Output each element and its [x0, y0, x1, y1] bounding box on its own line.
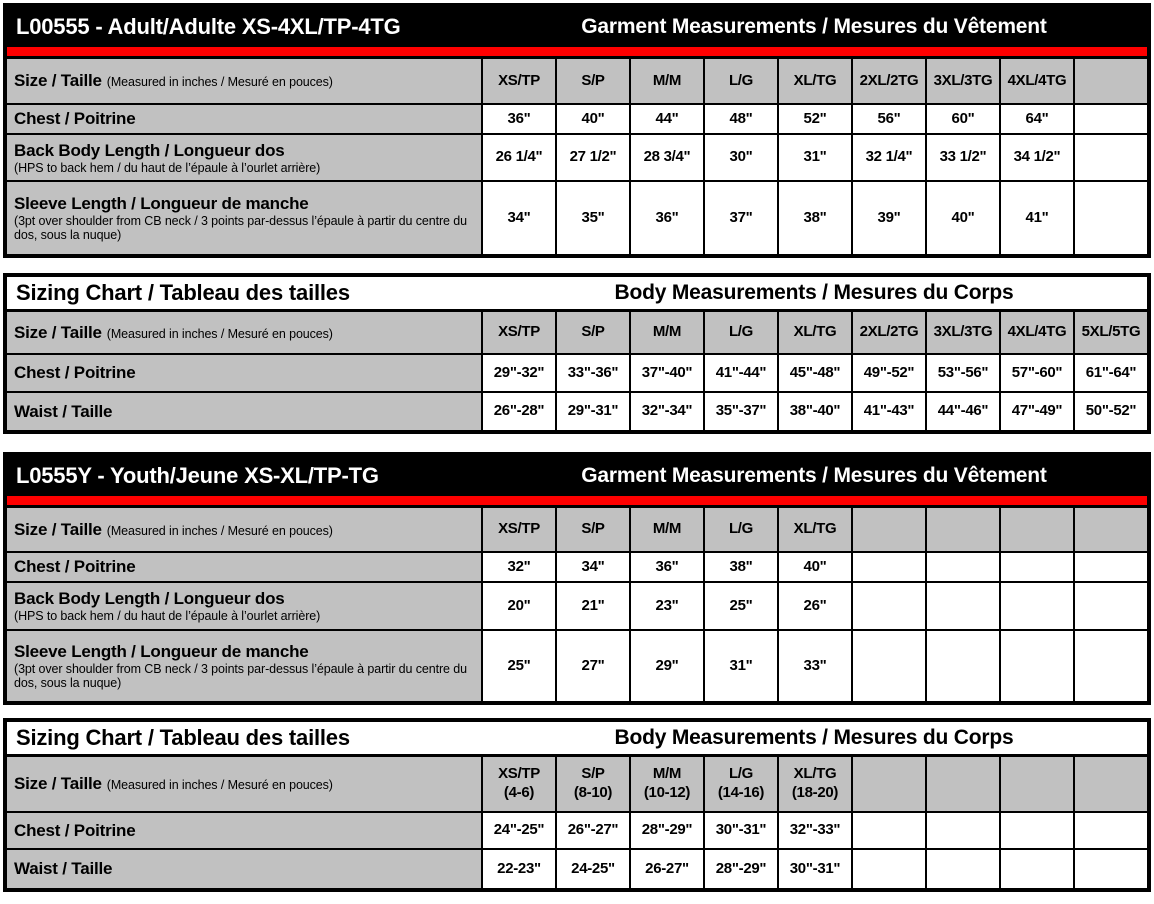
measurement-cell: 20" — [481, 583, 555, 629]
size-column-label: 2XL/2TG — [859, 71, 919, 89]
measurement-cell: 28"-29" — [629, 813, 703, 848]
size-row-label — [7, 757, 481, 811]
size-unit-note: (Measured in inches / Mesuré en pouces) — [106, 778, 333, 792]
size-column-header — [555, 59, 629, 103]
section-header — [7, 7, 1147, 47]
measurement-row — [7, 813, 1147, 850]
measurement-cell: 41" — [999, 182, 1073, 254]
measurement-cell: 45"-48" — [777, 355, 851, 391]
size-column-header — [777, 59, 851, 103]
measurement-cell — [925, 583, 999, 629]
measurement-cell — [999, 553, 1073, 581]
size-column-label: M/M — [652, 520, 682, 538]
size-column-header — [1073, 59, 1147, 103]
row-label-text: Chest / Poitrine — [14, 557, 136, 576]
size-column-label: 4XL/4TG — [1007, 323, 1067, 341]
measurement-cell: 61"-64" — [1073, 355, 1147, 391]
size-column-label: 5XL/5TG — [1081, 323, 1141, 341]
section-header — [7, 456, 1147, 496]
measurement-cell: 30" — [703, 135, 777, 180]
size-column-header — [629, 59, 703, 103]
size-unit-note: (Measured in inches / Mesuré en pouces) — [106, 326, 333, 341]
measurement-cell: 29"-31" — [555, 393, 629, 430]
size-label: Size / Taille — [14, 519, 102, 539]
size-column-header — [629, 508, 703, 551]
measurement-cell: 34 1/2" — [999, 135, 1073, 180]
size-row-label-text — [14, 520, 475, 540]
row-label — [7, 631, 481, 701]
measurement-cell: 24-25" — [555, 850, 629, 888]
row-label-note: (HPS to back hem / du haut de l’épaule à l’ourlet arrière) — [14, 609, 321, 623]
size-column-label: S/P — [581, 71, 605, 89]
measurement-cell: 27 1/2" — [555, 135, 629, 180]
sizing-chart-document — [3, 3, 1151, 892]
size-column-label: L/G — [728, 71, 754, 89]
measurement-row — [7, 105, 1147, 135]
measurement-table — [7, 312, 1147, 430]
row-label-text: Chest / Poitrine — [14, 820, 136, 840]
size-row-label — [7, 312, 481, 353]
measurement-cell — [1073, 631, 1147, 701]
measurement-row — [7, 850, 1147, 888]
row-label — [7, 105, 481, 133]
size-column-label: M/M — [652, 71, 682, 89]
measurement-cell: 22-23" — [481, 850, 555, 888]
size-column-label: L/G — [728, 765, 754, 783]
size-column-label: XS/TP — [498, 765, 540, 783]
measurement-row — [7, 182, 1147, 254]
measurement-cell: 32"-34" — [629, 393, 703, 430]
size-column-sublabel: (14-16) — [717, 784, 765, 801]
size-row-label-text — [14, 71, 475, 91]
size-label: Size / Taille — [14, 774, 102, 793]
size-column-header — [555, 312, 629, 353]
measurement-cell — [1073, 583, 1147, 629]
measurement-cell: 26" — [777, 583, 851, 629]
measurement-cell: 26 1/4" — [481, 135, 555, 180]
size-column-sublabel: (10-12) — [643, 784, 691, 801]
measurement-cell: 26"-28" — [481, 393, 555, 430]
size-column-label: M/M — [652, 323, 682, 341]
measurement-cell: 38" — [777, 182, 851, 254]
measurement-cell — [1073, 135, 1147, 180]
size-column-header — [703, 59, 777, 103]
row-label-text: Waist / Taille — [14, 401, 113, 421]
measurement-cell: 36" — [629, 182, 703, 254]
size-column-label: XL/TG — [793, 71, 837, 89]
size-header-row — [7, 59, 1147, 105]
size-row-label — [7, 508, 481, 551]
measurement-cell: 32" — [481, 553, 555, 581]
size-column-header — [1073, 508, 1147, 551]
measurement-cell: 32 1/4" — [851, 135, 925, 180]
size-row-label — [7, 59, 481, 103]
size-column-header — [703, 757, 777, 811]
measurement-cell: 40" — [925, 182, 999, 254]
measurement-cell: 48" — [703, 105, 777, 133]
measurement-cell: 39" — [851, 182, 925, 254]
measurement-cell — [925, 850, 999, 888]
row-label — [7, 850, 481, 888]
size-column-label: XL/TG — [793, 323, 837, 341]
size-column-label: M/M — [652, 765, 682, 783]
measurement-cell — [851, 813, 925, 848]
size-column-label: XL/TG — [793, 765, 837, 783]
size-column-header — [777, 312, 851, 353]
size-column-label: XS/TP — [498, 323, 540, 341]
measurement-row — [7, 135, 1147, 182]
measurement-cell: 31" — [777, 135, 851, 180]
size-column-label: S/P — [581, 323, 605, 341]
size-column-label: XS/TP — [498, 71, 540, 89]
size-column-header — [999, 508, 1073, 551]
measurement-cell — [999, 631, 1073, 701]
size-column-header — [1073, 312, 1147, 353]
size-column-header — [629, 757, 703, 811]
section-title: L0555Y - Youth/Jeune XS-XL/TP-TG — [16, 463, 379, 488]
size-row-label-text — [14, 323, 475, 343]
size-column-label: S/P — [581, 520, 605, 538]
size-label: Size / Taille — [14, 322, 102, 342]
measurement-cell: 52" — [777, 105, 851, 133]
size-column-label: XS/TP — [498, 520, 540, 538]
size-column-label: 3XL/3TG — [933, 323, 993, 341]
youth-body-section — [3, 718, 1151, 892]
row-label-text: Chest / Poitrine — [14, 363, 136, 382]
measurement-cell: 25" — [703, 583, 777, 629]
row-label — [7, 553, 481, 581]
measurement-row — [7, 393, 1147, 430]
measurement-cell: 34" — [555, 553, 629, 581]
size-column-header — [925, 757, 999, 811]
row-label — [7, 583, 481, 629]
row-label — [7, 182, 481, 254]
measurement-cell — [1073, 182, 1147, 254]
row-label-text: Waist / Taille — [14, 859, 113, 878]
measurement-cell: 36" — [629, 553, 703, 581]
size-column-header — [851, 312, 925, 353]
size-column-sublabel: (18-20) — [791, 784, 839, 801]
measurement-cell: 24"-25" — [481, 813, 555, 848]
size-column-header — [703, 508, 777, 551]
adult-body-section — [3, 273, 1151, 434]
measurement-cell: 41"-44" — [703, 355, 777, 391]
measurement-table — [7, 508, 1147, 701]
measurement-cell: 28 3/4" — [629, 135, 703, 180]
row-label-text: Back Body Length / Longueur dos — [14, 140, 285, 160]
size-column-header — [481, 508, 555, 551]
red-accent-bar — [7, 47, 1147, 59]
measurement-cell — [1073, 813, 1147, 848]
measurement-cell: 44" — [629, 105, 703, 133]
measurement-cell — [925, 813, 999, 848]
size-header-row — [7, 508, 1147, 553]
measurement-cell: 49"-52" — [851, 355, 925, 391]
measurement-cell: 31" — [703, 631, 777, 701]
measurement-cell: 60" — [925, 105, 999, 133]
measurement-cell — [999, 813, 1073, 848]
size-unit-note: (Measured in inches / Mesuré en pouces) — [106, 75, 333, 89]
size-column-label: 2XL/2TG — [859, 323, 919, 341]
measurement-cell: 64" — [999, 105, 1073, 133]
size-column-header — [851, 757, 925, 811]
size-column-header — [703, 312, 777, 353]
measurement-row — [7, 583, 1147, 631]
size-column-header — [851, 508, 925, 551]
measurement-cell: 40" — [777, 553, 851, 581]
measurement-cell: 28"-29" — [703, 850, 777, 888]
size-column-header — [555, 508, 629, 551]
size-column-header — [999, 312, 1073, 353]
measurement-cell — [851, 553, 925, 581]
measurement-cell: 27" — [555, 631, 629, 701]
size-column-label: XL/TG — [793, 520, 837, 538]
size-column-header — [1073, 757, 1147, 811]
measurement-cell: 30"-31" — [703, 813, 777, 848]
size-column-header — [629, 312, 703, 353]
size-header-row — [7, 757, 1147, 813]
size-column-label: 3XL/3TG — [933, 71, 993, 89]
measurement-row — [7, 355, 1147, 393]
row-label — [7, 355, 481, 391]
section-subtitle: Garment Measurements / Mesures du Vêtement — [581, 464, 1047, 487]
measurement-cell: 47"-49" — [999, 393, 1073, 430]
section-subtitle: Body Measurements / Mesures du Corps — [614, 281, 1014, 304]
row-label-text: Chest / Poitrine — [14, 109, 136, 128]
row-label-text: Back Body Length / Longueur dos — [14, 589, 285, 608]
measurement-table — [7, 59, 1147, 254]
measurement-cell: 37"-40" — [629, 355, 703, 391]
size-column-header — [999, 757, 1073, 811]
measurement-cell: 29" — [629, 631, 703, 701]
measurement-cell: 50"-52" — [1073, 393, 1147, 430]
red-accent-bar — [7, 496, 1147, 508]
measurement-cell: 56" — [851, 105, 925, 133]
measurement-cell: 38"-40" — [777, 393, 851, 430]
size-row-label-text — [14, 774, 475, 794]
section-subtitle: Body Measurements / Mesures du Corps — [614, 726, 1014, 749]
measurement-cell: 30"-31" — [777, 850, 851, 888]
measurement-cell — [1073, 105, 1147, 133]
measurement-cell: 40" — [555, 105, 629, 133]
measurement-cell — [851, 583, 925, 629]
measurement-cell: 38" — [703, 553, 777, 581]
size-column-header — [555, 757, 629, 811]
measurement-cell — [1073, 850, 1147, 888]
size-column-header — [925, 59, 999, 103]
measurement-cell: 29"-32" — [481, 355, 555, 391]
measurement-cell — [925, 631, 999, 701]
measurement-cell — [999, 850, 1073, 888]
size-column-label: L/G — [728, 520, 754, 538]
row-label-note: (HPS to back hem / du haut de l’épaule à l’ourlet arrière) — [14, 160, 321, 175]
size-column-header — [481, 757, 555, 811]
size-column-header — [777, 757, 851, 811]
measurement-cell: 25" — [481, 631, 555, 701]
section-header — [7, 277, 1147, 312]
section-title: Sizing Chart / Tableau des tailles — [16, 280, 350, 305]
size-column-header — [925, 312, 999, 353]
size-unit-note: (Measured in inches / Mesuré en pouces) — [106, 523, 333, 538]
row-label-text: Sleeve Length / Longueur de manche — [14, 194, 309, 213]
size-label: Size / Taille — [14, 71, 102, 90]
measurement-cell: 41"-43" — [851, 393, 925, 430]
youth-garment-section — [3, 452, 1151, 705]
size-column-label: 4XL/4TG — [1007, 71, 1067, 89]
row-label-note: (3pt over shoulder from CB neck / 3 points par-dessus l’épaule à partir du centre du dos, sous la nuque) — [14, 214, 467, 242]
measurement-cell — [851, 631, 925, 701]
measurement-cell — [851, 850, 925, 888]
adult-garment-section — [3, 3, 1151, 258]
section-title: Sizing Chart / Tableau des tailles — [16, 725, 350, 750]
measurement-cell: 26"-27" — [555, 813, 629, 848]
measurement-cell: 33"-36" — [555, 355, 629, 391]
measurement-cell: 35" — [555, 182, 629, 254]
size-column-header — [851, 59, 925, 103]
measurement-cell: 26-27" — [629, 850, 703, 888]
measurement-cell: 44"-46" — [925, 393, 999, 430]
size-column-label: S/P — [581, 765, 605, 783]
measurement-cell — [1073, 553, 1147, 581]
measurement-row — [7, 631, 1147, 701]
size-column-header — [925, 508, 999, 551]
size-header-row — [7, 312, 1147, 355]
measurement-cell: 21" — [555, 583, 629, 629]
measurement-cell: 34" — [481, 182, 555, 254]
row-label — [7, 135, 481, 180]
measurement-cell: 37" — [703, 182, 777, 254]
measurement-cell: 33 1/2" — [925, 135, 999, 180]
measurement-cell: 36" — [481, 105, 555, 133]
row-label-text: Sleeve Length / Longueur de manche — [14, 642, 309, 661]
row-label-note: (3pt over shoulder from CB neck / 3 points par-dessus l’épaule à partir du centre du dos, sous la nuque) — [14, 662, 467, 690]
measurement-table — [7, 757, 1147, 888]
measurement-cell: 53"-56" — [925, 355, 999, 391]
size-column-header — [999, 59, 1073, 103]
measurement-cell: 35"-37" — [703, 393, 777, 430]
size-column-header — [777, 508, 851, 551]
row-label — [7, 393, 481, 430]
measurement-cell: 32"-33" — [777, 813, 851, 848]
size-column-header — [481, 59, 555, 103]
measurement-cell: 33" — [777, 631, 851, 701]
measurement-cell: 57"-60" — [999, 355, 1073, 391]
size-column-label: L/G — [728, 323, 754, 341]
measurement-cell — [925, 553, 999, 581]
row-label — [7, 813, 481, 848]
section-header — [7, 722, 1147, 757]
size-column-header — [481, 312, 555, 353]
section-title: L00555 - Adult/Adulte XS-4XL/TP-4TG — [16, 14, 401, 39]
section-subtitle: Garment Measurements / Mesures du Vêtement — [581, 15, 1047, 38]
measurement-row — [7, 553, 1147, 583]
size-column-sublabel: (4-6) — [503, 784, 535, 801]
measurement-cell: 23" — [629, 583, 703, 629]
measurement-cell — [999, 583, 1073, 629]
size-column-sublabel: (8-10) — [573, 784, 613, 801]
